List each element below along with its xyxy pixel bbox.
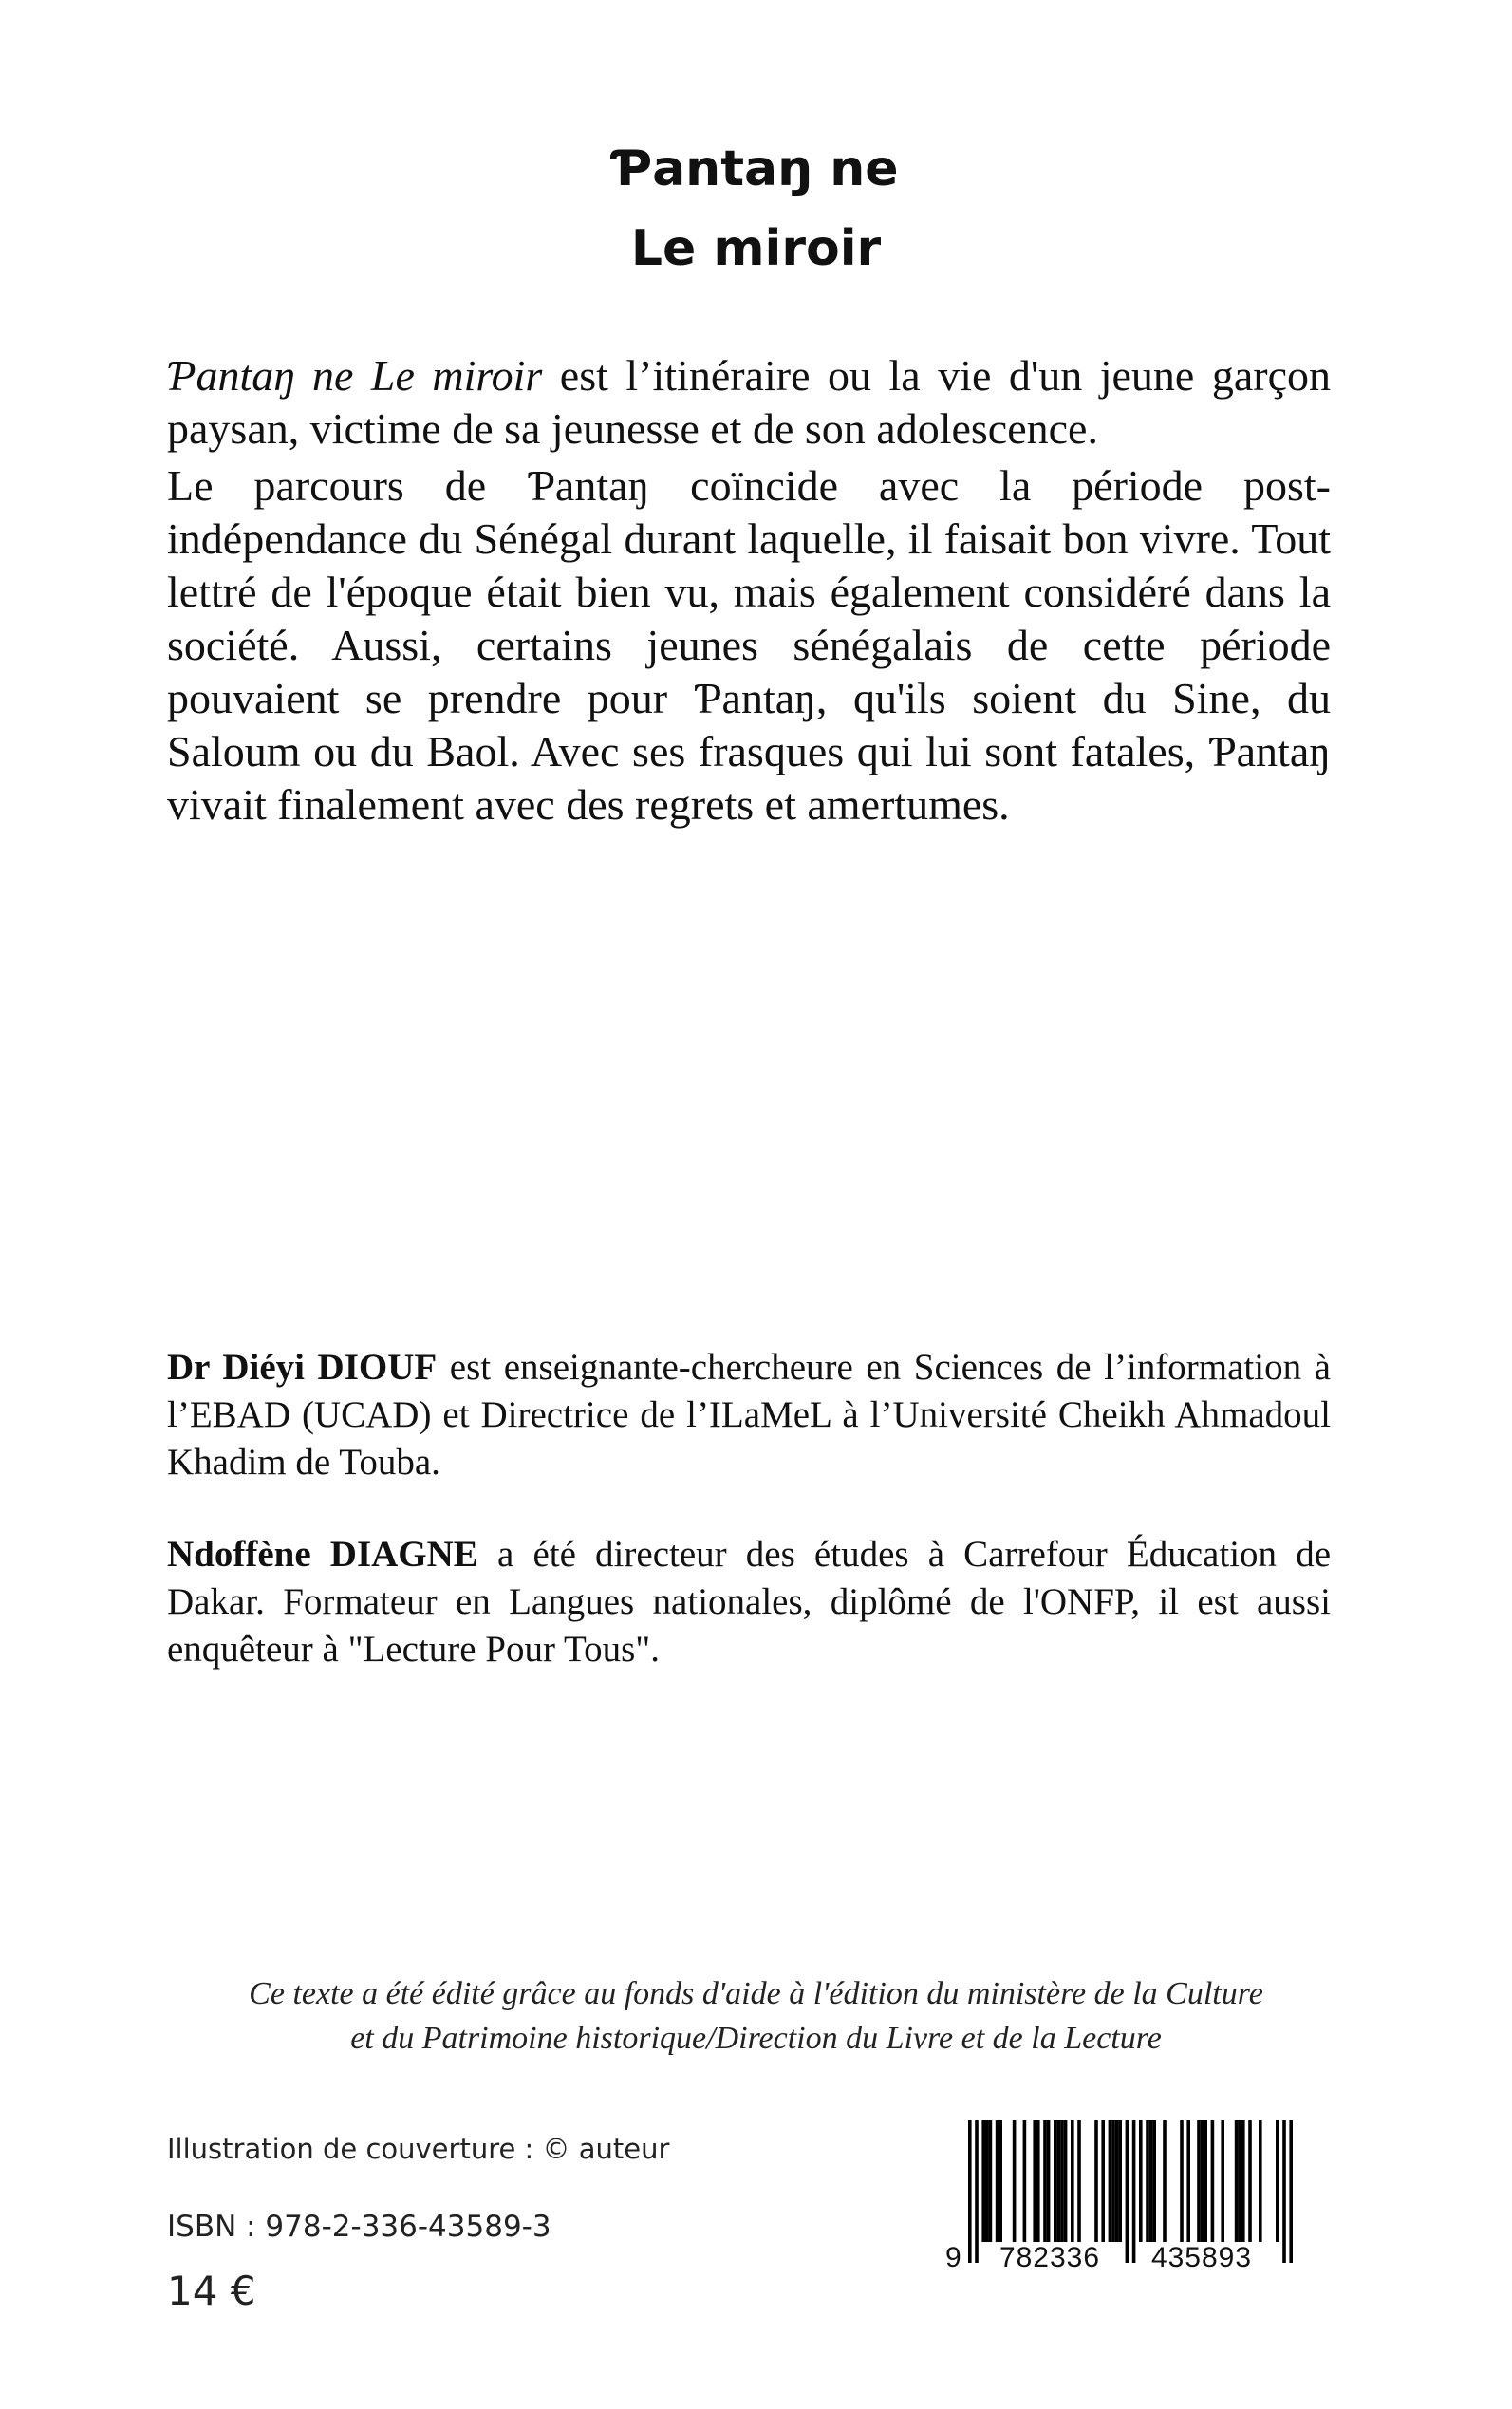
barcode-left-digits: 782336 bbox=[999, 2242, 1101, 2273]
barcode-bar bbox=[1054, 2120, 1057, 2242]
barcode-bar bbox=[1118, 2120, 1122, 2242]
barcode-bar bbox=[968, 2120, 972, 2263]
barcode-bar bbox=[1221, 2120, 1224, 2242]
barcode-bar bbox=[1248, 2120, 1252, 2242]
barcode-bar bbox=[1043, 2120, 1047, 2242]
barcode-bar bbox=[981, 2120, 985, 2242]
cover-illustration-credit: Illustration de couverture : © auteur bbox=[167, 2133, 670, 2165]
barcode-bar bbox=[975, 2120, 979, 2263]
barcode-bar bbox=[1013, 2120, 1017, 2242]
barcode-bar bbox=[1149, 2120, 1153, 2242]
isbn: ISBN : 978-2-336-43589-3 bbox=[167, 2210, 551, 2244]
barcode-bar bbox=[1211, 2120, 1215, 2242]
barcode-first-digit: 9 bbox=[945, 2242, 961, 2273]
barcode-bar bbox=[1139, 2120, 1143, 2242]
barcode-bar bbox=[1186, 2120, 1190, 2242]
barcode-bar bbox=[1115, 2120, 1119, 2242]
barcode-bar bbox=[1289, 2120, 1293, 2263]
barcode-bar bbox=[1109, 2120, 1112, 2242]
barcode-bar bbox=[1033, 2120, 1036, 2242]
barcode-bar bbox=[1276, 2120, 1279, 2242]
barcode-bar bbox=[1197, 2120, 1201, 2242]
barcode-bar bbox=[1047, 2120, 1051, 2242]
barcode-right-digits: 435893 bbox=[1150, 2242, 1253, 2273]
barcode-bar bbox=[1163, 2120, 1167, 2242]
barcode-bar bbox=[1259, 2120, 1262, 2242]
summary-title-italic: Ƥantaŋ ne Le miroir bbox=[167, 351, 543, 400]
summary-paragraph-1 bbox=[167, 349, 1331, 456]
barcode-bar bbox=[1077, 2120, 1081, 2242]
barcode-bar bbox=[1201, 2120, 1204, 2242]
barcode-bar bbox=[1282, 2120, 1286, 2263]
barcode-bar bbox=[989, 2120, 993, 2242]
barcode-bar bbox=[1111, 2120, 1115, 2242]
author-name-1: Dr Diéyi DIOUF bbox=[167, 1347, 438, 1388]
barcode-bar bbox=[1023, 2120, 1027, 2242]
author-bio-1-text: est enseignante-chercheure en Sciences de l’information à l’EBAD (UCAD) et Directrice de l’ILaMeL à l’Université Cheikh Ahmadoul Khadim de Touba. bbox=[167, 1347, 1331, 1483]
barcode-bar bbox=[1146, 2120, 1149, 2242]
price: 14 € bbox=[167, 2268, 256, 2314]
barcode-bar bbox=[1071, 2120, 1074, 2242]
barcode-bar bbox=[985, 2120, 989, 2242]
book-title-line-2: Le miroir bbox=[630, 220, 882, 277]
barcode-bar bbox=[996, 2120, 999, 2242]
barcode-bar bbox=[1180, 2120, 1184, 2242]
author-bio-1 bbox=[167, 1344, 1331, 1486]
barcode-bar bbox=[1060, 2120, 1064, 2242]
summary-paragraph-1-text: est l’itinéraire ou la vie d'un jeune garçon paysan, victime de sa jeunesse et de son adolescence. bbox=[167, 351, 1332, 453]
barcode-bar bbox=[1057, 2120, 1061, 2242]
barcode-bar bbox=[1238, 2120, 1241, 2242]
summary-paragraph-2: Le parcours de Ƥantaŋ coïncide avec la période post-indépendance du Sénégal durant laquelle, il faisait bon vivre. Tout lettré de l'époque était bien vu, mais également considéré dans la société. Aussi, certains jeunes sénégalais de cette période pouvaient se prendre pour Ƥantaŋ, qu'ils soient du Sine, du Saloum ou du Baol. Avec ses frasques qui lui sont fatales, Ƥantaŋ vivait finalement avec des regrets et amertumes. bbox=[167, 461, 1331, 829]
barcode-bar bbox=[1094, 2120, 1098, 2242]
author-bio-2 bbox=[167, 1531, 1331, 1673]
barcode-bar bbox=[1204, 2120, 1207, 2242]
barcode-bar bbox=[1126, 2120, 1129, 2263]
barcode-bar bbox=[1241, 2120, 1245, 2242]
barcode-bar bbox=[1101, 2120, 1105, 2242]
barcode-bar bbox=[1064, 2120, 1068, 2242]
author-name-2: Ndoffène DIAGNE bbox=[167, 1534, 478, 1575]
barcode-bar bbox=[1152, 2120, 1156, 2242]
isbn-barcode bbox=[940, 2115, 1319, 2276]
book-title-line-1: Ƥantaŋ ne bbox=[613, 140, 899, 197]
barcode-bar bbox=[1036, 2120, 1040, 2242]
barcode-bar bbox=[1132, 2120, 1136, 2263]
author-bio-2-text: a été directeur des études à Carrefour Éducation de Dakar. Formateur en Langues nationales, diplômé de l'ONFP, il est aussi enquêteur à "Lecture Pour Tous". bbox=[167, 1534, 1331, 1670]
barcode-bar bbox=[999, 2120, 1002, 2242]
funding-notice-line-2: et du Patrimoine historique/Direction du Livre et de la Lecture bbox=[350, 2021, 1162, 2056]
barcode-bar bbox=[1235, 2120, 1239, 2242]
funding-notice-line-1: Ce texte a été édité grâce au fonds d'aide à l'édition du ministère de la Culture bbox=[249, 1976, 1263, 2011]
